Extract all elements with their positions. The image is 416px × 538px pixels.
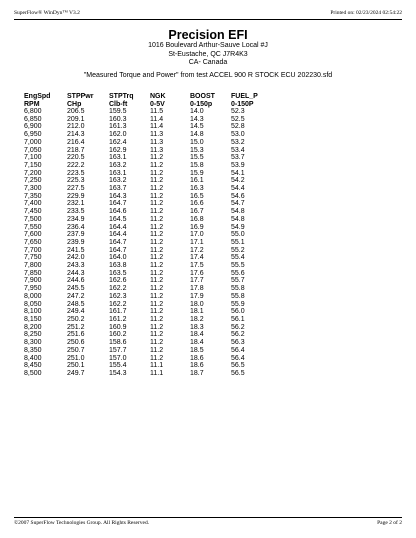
table-row [24, 177, 271, 185]
table-cell: 250.7 [67, 346, 85, 354]
table-cell: 227.5 [67, 185, 85, 193]
table-cell: 161.2 [109, 315, 127, 323]
table-cell: 17.8 [190, 285, 204, 293]
table-cell: 162.9 [109, 146, 127, 154]
table-cell: 7,450 [24, 208, 42, 216]
table-cell: 11.2 [150, 208, 164, 216]
table-cell: 54.4 [231, 185, 245, 193]
table-cell: 159.5 [109, 108, 127, 115]
table-cell: 212.0 [67, 123, 85, 131]
table-cell: 56.2 [231, 323, 245, 331]
table-row [24, 131, 271, 139]
table-cell: 222.2 [67, 161, 85, 169]
table-cell: 11.1 [150, 362, 164, 370]
table-cell: 8,300 [24, 339, 42, 347]
table-cell: 55.8 [231, 285, 245, 293]
table-cell: 55.0 [231, 231, 245, 239]
table-cell: 18.4 [190, 339, 204, 347]
table-cell: 56.5 [231, 369, 245, 377]
table-cell: 7,300 [24, 185, 42, 193]
table-cell: 6,950 [24, 131, 42, 139]
table-cell: 163.7 [109, 185, 127, 193]
table-cell: 56.0 [231, 308, 245, 316]
page-footer [14, 520, 402, 526]
table-row [24, 139, 271, 147]
table-cell: 7,600 [24, 231, 42, 239]
table-cell: 163.8 [109, 262, 127, 270]
company-address-line3: CA- Canada [188, 59, 228, 66]
table-cell: 11.2 [150, 215, 164, 223]
table-cell: 251.6 [67, 331, 85, 339]
table-row [24, 293, 271, 301]
table-cell: 11.2 [150, 269, 164, 277]
table-cell: 242.0 [67, 254, 85, 262]
copyright-text: ©2007 SuperFlow Technologies Group. All Rights Reserved. [14, 520, 150, 526]
table-cell: 16.6 [190, 200, 204, 208]
table-cell: 18.4 [190, 331, 204, 339]
table-cell: 52.5 [231, 115, 245, 123]
table-cell: 162.6 [109, 277, 127, 285]
table-cell: 14.3 [190, 115, 204, 123]
table-cell: 55.5 [231, 262, 245, 270]
table-row [24, 185, 271, 193]
table-cell: 160.3 [109, 115, 127, 123]
table-cell: 7,000 [24, 138, 42, 146]
table-cell: 8,350 [24, 346, 42, 354]
table-cell: 245.5 [67, 285, 85, 293]
table-cell: 54.8 [231, 215, 245, 223]
table-cell: 53.9 [231, 161, 245, 169]
table-cell: 54.9 [231, 223, 245, 231]
table-cell: 11.2 [150, 277, 164, 285]
table-cell: 162.0 [109, 131, 127, 139]
table-cell: 236.4 [67, 223, 85, 231]
table-row [24, 147, 271, 155]
table-cell: 11.1 [150, 369, 164, 377]
table-cell: 7,550 [24, 223, 42, 231]
table-cell: 8,000 [24, 292, 42, 300]
table-cell: 214.3 [67, 131, 85, 139]
table-cell: 164.7 [109, 238, 127, 246]
table-cell: 11.2 [150, 161, 164, 169]
table-cell: 251.2 [67, 323, 85, 331]
table-cell: 11.2 [150, 192, 164, 200]
table-row [24, 254, 271, 262]
table-cell: 16.7 [190, 208, 204, 216]
table-cell: 11.2 [150, 185, 164, 193]
table-cell: 7,700 [24, 246, 42, 254]
table-cell: 7,950 [24, 285, 42, 293]
table-cell: 11.2 [150, 339, 164, 347]
table-cell: 11.2 [150, 315, 164, 323]
column-unit: Clb-ft [109, 100, 128, 108]
table-row [24, 208, 271, 216]
table-cell: 160.9 [109, 323, 127, 331]
table-cell: 11.2 [150, 223, 164, 231]
table-row [24, 308, 271, 316]
table-cell: 55.7 [231, 277, 245, 285]
table-cell: 164.0 [109, 254, 127, 262]
table-cell: 18.2 [190, 315, 204, 323]
table-cell: 237.9 [67, 231, 85, 239]
table-row [24, 262, 271, 270]
table-cell: 229.9 [67, 192, 85, 200]
table-cell: 162.2 [109, 300, 127, 308]
table-row [24, 331, 271, 339]
table-cell: 56.5 [231, 362, 245, 370]
table-cell: 53.4 [231, 146, 245, 154]
table-cell: 11.2 [150, 285, 164, 293]
table-cell: 158.6 [109, 339, 127, 347]
table-cell: 8,500 [24, 369, 42, 377]
table-cell: 164.3 [109, 192, 127, 200]
table-cell: 11.2 [150, 246, 164, 254]
table-cell: 11.2 [150, 354, 164, 362]
table-cell: 247.2 [67, 292, 85, 300]
column-unit: RPM [24, 100, 40, 108]
table-cell: 244.6 [67, 277, 85, 285]
table-cell: 17.2 [190, 246, 204, 254]
table-row [24, 170, 271, 178]
table-cell: 52.3 [231, 108, 245, 115]
table-cell: 15.3 [190, 146, 204, 154]
table-cell: 163.2 [109, 161, 127, 169]
table-cell: 56.1 [231, 315, 245, 323]
table-cell: 16.3 [190, 185, 204, 193]
software-version: SuperFlow® WinDyn™ V3.2 [14, 10, 80, 16]
table-cell: 56.3 [231, 339, 245, 347]
table-cell: 14.0 [190, 108, 204, 115]
table-cell: 161.7 [109, 308, 127, 316]
table-row [24, 200, 271, 208]
table-cell: 17.6 [190, 269, 204, 277]
table-row [24, 123, 271, 131]
table-cell: 7,650 [24, 238, 42, 246]
table-cell: 163.1 [109, 169, 127, 177]
table-cell: 18.6 [190, 354, 204, 362]
table-row [24, 347, 271, 355]
company-address-line2: St-Eustache, QC J7R4K3 [168, 50, 248, 58]
table-cell: 8,100 [24, 308, 42, 316]
table-cell: 162.4 [109, 138, 127, 146]
table-cell: 17.0 [190, 231, 204, 239]
table-row [24, 339, 271, 347]
table-cell: 17.4 [190, 254, 204, 262]
table-cell: 209.1 [67, 115, 85, 123]
table-cell: 18.7 [190, 369, 204, 377]
table-cell: 7,400 [24, 200, 42, 208]
table-cell: 17.1 [190, 238, 204, 246]
table-row [24, 324, 271, 332]
table-cell: 55.4 [231, 254, 245, 262]
table-cell: 7,200 [24, 169, 42, 177]
table-cell: 7,900 [24, 277, 42, 285]
table-cell: 164.7 [109, 200, 127, 208]
table-cell: 54.6 [231, 192, 245, 200]
table-cell: 164.4 [109, 223, 127, 231]
table-cell: 55.6 [231, 269, 245, 277]
table-cell: 8,250 [24, 331, 42, 339]
table-cell: 218.7 [67, 146, 85, 154]
table-cell: 18.0 [190, 300, 204, 308]
table-cell: 55.8 [231, 292, 245, 300]
table-cell: 11.3 [150, 131, 164, 139]
table-row [24, 116, 271, 124]
column-unit: 0-150p [190, 100, 213, 108]
table-cell: 233.5 [67, 208, 85, 216]
table-row [24, 316, 271, 324]
page-number: Page 2 of 2 [377, 520, 402, 526]
table-cell: 243.3 [67, 262, 85, 270]
table-row [24, 239, 271, 247]
table-cell: 7,500 [24, 215, 42, 223]
table-cell: 206.5 [67, 108, 85, 115]
table-cell: 7,150 [24, 161, 42, 169]
table-cell: 16.9 [190, 223, 204, 231]
column-unit: CHp [67, 100, 82, 108]
column-unit: 0-150P [231, 100, 254, 108]
table-cell: 8,050 [24, 300, 42, 308]
table-cell: 18.1 [190, 308, 204, 316]
company-name: Precision EFI [168, 28, 248, 42]
table-row [24, 362, 271, 370]
column-name: NGK [150, 93, 166, 100]
table-cell: 53.2 [231, 138, 245, 146]
table-cell: 7,750 [24, 254, 42, 262]
table-cell: 56.4 [231, 354, 245, 362]
table-cell: 251.0 [67, 354, 85, 362]
table-cell: 163.1 [109, 154, 127, 162]
table-cell: 18.6 [190, 362, 204, 370]
table-cell: 232.1 [67, 200, 85, 208]
table-cell: 7,100 [24, 154, 42, 162]
table-row [24, 224, 271, 232]
table-cell: 15.0 [190, 138, 204, 146]
table-cell: 8,200 [24, 323, 42, 331]
table-cell: 18.5 [190, 346, 204, 354]
table-cell: 7,250 [24, 177, 42, 185]
report-header [0, 28, 416, 80]
table-cell: 239.9 [67, 238, 85, 246]
printed-timestamp: Printed on: 02/23/2024 02:54:22 [330, 10, 402, 16]
column-name: BOOST [190, 93, 215, 100]
table-row [24, 231, 271, 239]
table-cell: 11.2 [150, 323, 164, 331]
table-cell: 8,450 [24, 362, 42, 370]
table-cell: 11.2 [150, 254, 164, 262]
table-row [24, 108, 271, 116]
table-cell: 6,850 [24, 115, 42, 123]
table-cell: 220.5 [67, 154, 85, 162]
table-cell: 7,850 [24, 269, 42, 277]
table-header-names [24, 93, 271, 101]
table-cell: 16.5 [190, 192, 204, 200]
table-row [24, 270, 271, 278]
table-cell: 11.2 [150, 177, 164, 185]
footer-divider [14, 517, 402, 518]
table-cell: 56.4 [231, 346, 245, 354]
table-cell: 54.7 [231, 200, 245, 208]
table-cell: 162.2 [109, 285, 127, 293]
table-row [24, 285, 271, 293]
table-cell: 16.8 [190, 215, 204, 223]
column-name: EngSpd [24, 93, 51, 100]
table-cell: 244.3 [67, 269, 85, 277]
column-name: FUEL_P [231, 93, 258, 100]
test-title: "Measured Torque and Power" from test ACCEL 900 R STOCK ECU 202230.sfd [83, 71, 333, 79]
table-cell: 54.2 [231, 177, 245, 185]
table-cell: 223.5 [67, 169, 85, 177]
table-cell: 250.2 [67, 315, 85, 323]
table-cell: 52.8 [231, 123, 245, 131]
table-cell: 249.4 [67, 308, 85, 316]
column-name: STPTrq [109, 93, 134, 100]
table-cell: 14.5 [190, 123, 204, 131]
table-row [24, 154, 271, 162]
table-cell: 11.5 [150, 108, 164, 115]
data-table [24, 93, 271, 378]
table-cell: 18.3 [190, 323, 204, 331]
table-cell: 17.9 [190, 292, 204, 300]
table-cell: 249.7 [67, 369, 85, 377]
table-cell: 54.8 [231, 208, 245, 216]
table-cell: 11.2 [150, 292, 164, 300]
table-row [24, 355, 271, 363]
table-cell: 11.2 [150, 308, 164, 316]
table-cell: 55.9 [231, 300, 245, 308]
table-cell: 11.2 [150, 346, 164, 354]
table-cell: 15.9 [190, 169, 204, 177]
table-cell: 157.0 [109, 354, 127, 362]
table-cell: 155.4 [109, 362, 127, 370]
table-cell: 162.3 [109, 292, 127, 300]
table-cell: 241.5 [67, 246, 85, 254]
table-cell: 164.7 [109, 246, 127, 254]
table-cell: 15.8 [190, 161, 204, 169]
table-cell: 11.2 [150, 331, 164, 339]
table-cell: 7,800 [24, 262, 42, 270]
table-row [24, 247, 271, 255]
table-cell: 53.7 [231, 154, 245, 162]
page-header [14, 10, 402, 16]
table-cell: 160.2 [109, 331, 127, 339]
table-cell: 234.9 [67, 215, 85, 223]
company-address-line1: 1016 Boulevard Arthur-Sauve Local #J [148, 42, 268, 49]
table-cell: 163.2 [109, 177, 127, 185]
table-cell: 11.3 [150, 138, 164, 146]
table-cell: 250.1 [67, 362, 85, 370]
table-cell: 11.2 [150, 200, 164, 208]
table-cell: 54.1 [231, 169, 245, 177]
table-row [24, 162, 271, 170]
table-cell: 250.6 [67, 339, 85, 347]
table-cell: 17.7 [190, 277, 204, 285]
table-cell: 163.5 [109, 269, 127, 277]
table-cell: 154.3 [109, 369, 127, 377]
table-row [24, 193, 271, 201]
table-cell: 15.5 [190, 154, 204, 162]
header-divider [14, 19, 402, 20]
table-cell: 157.7 [109, 346, 127, 354]
table-cell: 11.2 [150, 238, 164, 246]
table-cell: 55.2 [231, 246, 245, 254]
column-name: STPPwr [67, 93, 94, 100]
table-cell: 225.3 [67, 177, 85, 185]
table-cell: 7,050 [24, 146, 42, 154]
table-cell: 11.2 [150, 300, 164, 308]
table-row [24, 370, 271, 378]
table-cell: 8,150 [24, 315, 42, 323]
table-cell: 14.8 [190, 131, 204, 139]
table-cell: 11.2 [150, 154, 164, 162]
table-cell: 11.2 [150, 169, 164, 177]
table-row [24, 216, 271, 224]
table-cell: 11.4 [150, 123, 164, 131]
table-cell: 164.6 [109, 208, 127, 216]
table-cell: 11.2 [150, 231, 164, 239]
table-row [24, 301, 271, 309]
table-cell: 161.3 [109, 123, 127, 131]
column-unit: 0-5V [150, 100, 165, 108]
table-header-units [24, 101, 271, 109]
table-body [24, 108, 271, 378]
table-cell: 55.1 [231, 238, 245, 246]
table-cell: 56.2 [231, 331, 245, 339]
table-row [24, 277, 271, 285]
table-cell: 6,900 [24, 123, 42, 131]
table-cell: 11.4 [150, 115, 164, 123]
table-cell: 6,800 [24, 108, 42, 115]
table-cell: 16.1 [190, 177, 204, 185]
table-cell: 164.4 [109, 231, 127, 239]
table-cell: 11.2 [150, 262, 164, 270]
table-cell: 17.5 [190, 262, 204, 270]
table-cell: 164.5 [109, 215, 127, 223]
table-cell: 8,400 [24, 354, 42, 362]
table-cell: 53.0 [231, 131, 245, 139]
table-cell: 7,350 [24, 192, 42, 200]
table-cell: 11.3 [150, 146, 164, 154]
table-cell: 216.4 [67, 138, 85, 146]
table-cell: 248.5 [67, 300, 85, 308]
